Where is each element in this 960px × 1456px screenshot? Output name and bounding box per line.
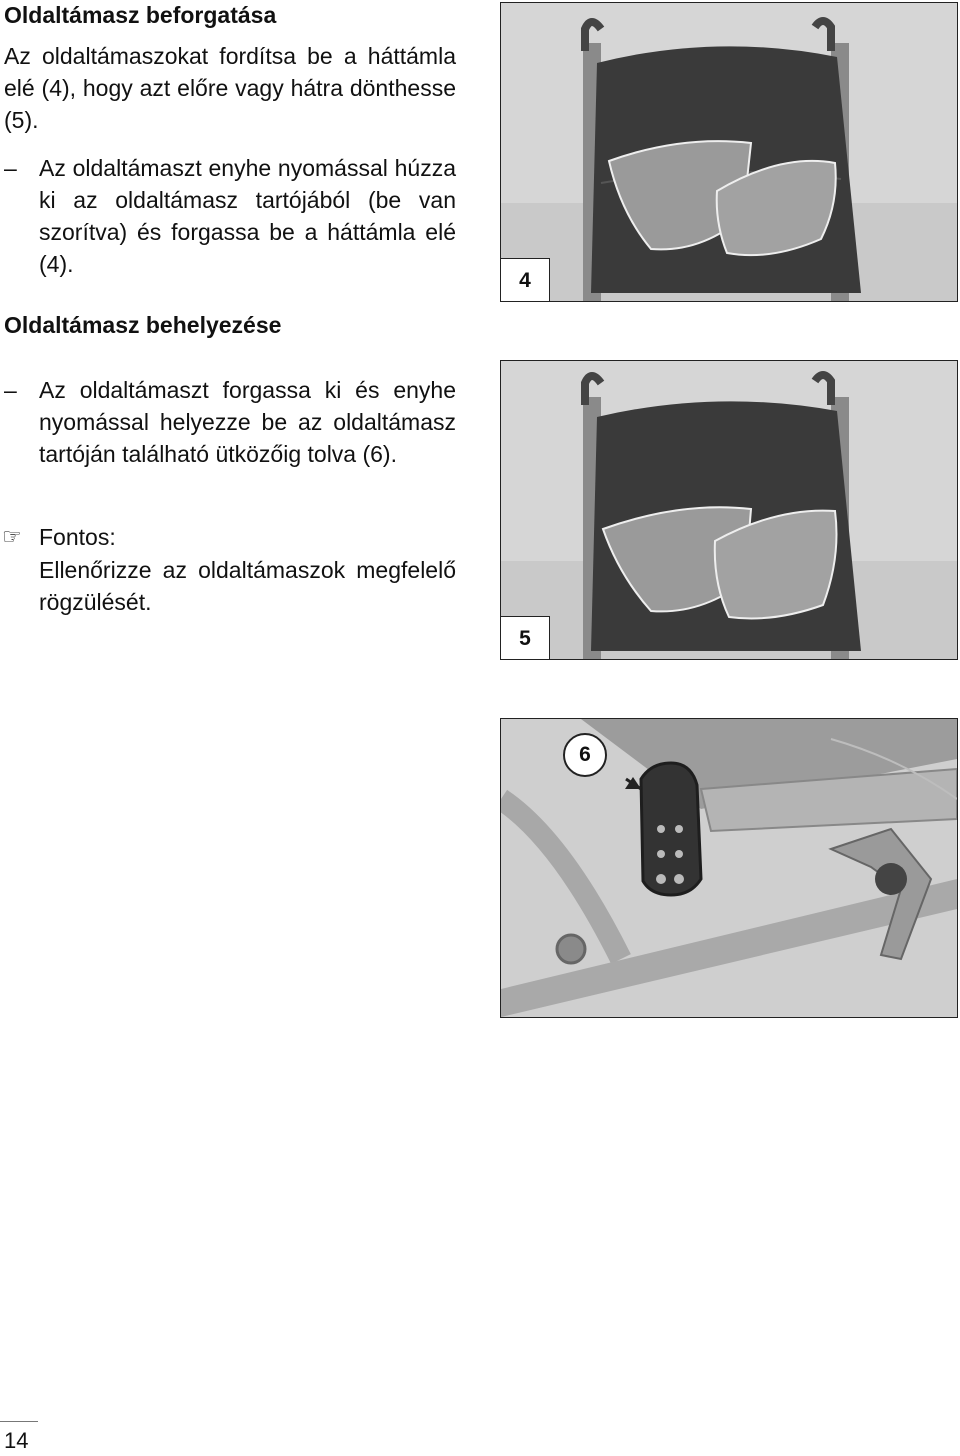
figure-4-photo <box>501 3 957 301</box>
note-text: Ellenőrizze az oldaltámaszok megfelelő rögzülését. <box>39 557 456 615</box>
section-heading-insert: Oldaltámasz behelyezése <box>4 312 282 338</box>
figure-5-photo <box>501 361 957 659</box>
section2-bullet-text: Az oldaltámaszt forgassa ki és enyhe nyomással helyezze be az oldaltámasz tartóján található ütközőig tolva (6). <box>39 377 456 467</box>
figure-6-callout: 6 <box>563 733 607 777</box>
page-number: 14 <box>4 1428 29 1453</box>
figure-4-label: 4 <box>501 258 550 301</box>
section1-bullet-text: Az oldaltámaszt enyhe nyomással húzza ki az oldaltámasz tartójából (be van szorítva) és forgassa be a háttámla elé (4). <box>39 155 456 277</box>
section-heading-rotate-in: Oldaltámasz beforgatása <box>4 2 277 28</box>
page-footer-rule <box>0 1421 38 1422</box>
bullet-dash: – <box>4 377 17 403</box>
figure-6-armrest-holder <box>500 718 958 1018</box>
figure-5-label: 5 <box>501 616 550 659</box>
pointing-hand-icon: ☞ <box>2 524 22 549</box>
figure-5-backrest-armrests <box>500 360 958 660</box>
figure-4-backrest-armrests <box>500 2 958 302</box>
note-title: Fontos: <box>39 524 116 550</box>
bullet-dash: – <box>4 155 17 181</box>
section1-intro-text: Az oldaltámaszokat fordítsa be a háttámla elé (4), hogy azt előre vagy hátra dönthesse (5). <box>4 43 456 133</box>
